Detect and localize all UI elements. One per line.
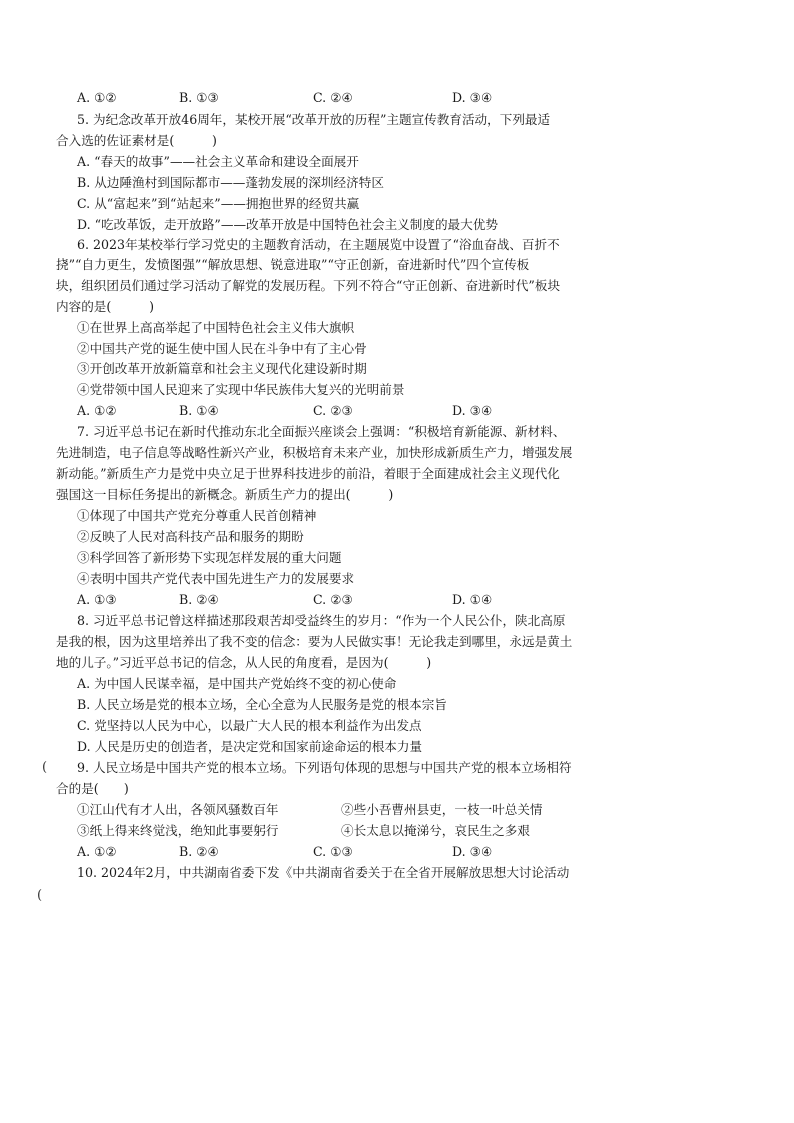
q5-choice-b[interactable]: B. 从边陲渔村到国际都市——蓬勃发展的深圳经济特区: [77, 175, 384, 190]
margin-mark: (: [37, 888, 43, 903]
q4-option-b[interactable]: B. ①③: [179, 90, 219, 105]
q9-stem-line-2: 合的是( ): [56, 781, 129, 796]
q4-option-a[interactable]: A. ①②: [77, 90, 117, 105]
q7-item-4: ④表明中国共产党代表中国先进生产力的发展要求: [77, 571, 355, 586]
q8-stem-line-1: 8. 习近平总书记曾这样描述那段艰苦却受益终生的岁月：“作为一个人民公仆，陕北高原: [77, 613, 566, 628]
q6-option-c[interactable]: C. ②③: [313, 403, 353, 418]
q7-option-d[interactable]: D. ①④: [452, 592, 493, 607]
q7-option-a[interactable]: A. ①③: [77, 592, 117, 607]
q9-option-c[interactable]: C. ①③: [313, 844, 353, 859]
q6-item-2: ②中国共产党的诞生使中国人民在斗争中有了主心骨: [77, 341, 367, 356]
q9-item-1: ①江山代有才人出，各领风骚数百年: [77, 802, 279, 817]
q7-stem-line-4: 强国这一目标任务提出的新概念。新质生产力的提出( ): [56, 487, 394, 502]
q7-stem-line-1: 7. 习近平总书记在新时代推动东北全面振兴座谈会上强调：“积极培育新能源、新材料、: [77, 424, 566, 439]
q6-stem-line-1: 6. 2023年某校举行学习党史的主题教育活动，在主题展览中设置了“浴血奋战、百折不: [77, 237, 560, 252]
q9-option-a[interactable]: A. ①②: [77, 844, 117, 859]
q9-stem-line-1: 9. 人民立场是中国共产党的根本立场。下列语句体现的思想与中国共产党的根本立场相符: [77, 760, 572, 775]
q4-option-c[interactable]: C. ②④: [313, 90, 353, 105]
q6-option-a[interactable]: A. ①②: [77, 403, 117, 418]
q9-option-b[interactable]: B. ②④: [179, 844, 219, 859]
q6-option-d[interactable]: D. ③④: [452, 403, 493, 418]
q8-choice-c[interactable]: C. 党坚持以人民为中心，以最广大人民的根本利益作为出发点: [77, 718, 422, 733]
q6-option-b[interactable]: B. ①④: [179, 403, 219, 418]
q7-stem-line-2: 先进制造，电子信息等战略性新兴产业，积极培育未来产业，加快形成新质生产力，增强发展: [56, 445, 573, 460]
q6-stem-line-2: 挠”“自力更生，发愤图强”“解放思想、锐意进取”“守正创新，奋进新时代”四个宣传板: [56, 257, 530, 272]
q7-item-2: ②反映了人民对高科技产品和服务的期盼: [77, 529, 304, 544]
q8-stem-line-3: 地的儿子。”习近平总书记的信念，从人民的角度看，是因为( ): [56, 655, 432, 670]
q7-item-1: ①体现了中国共产党充分尊重人民首创精神: [77, 508, 317, 523]
q9-item-3: ③纸上得来终觉浅，绝知此事要躬行: [77, 823, 279, 838]
q9-item-2: ②些小吾曹州县吏，一枝一叶总关情: [341, 802, 543, 817]
q6-item-3: ③开创改革开放新篇章和社会主义现代化建设新时期: [77, 361, 367, 376]
q5-choice-c[interactable]: C. 从“富起来”到“站起来”——拥抱世界的经贸共赢: [77, 196, 360, 211]
q7-item-3: ③科学回答了新形势下实现怎样发展的重大问题: [77, 550, 342, 565]
q6-item-4: ④党带领中国人民迎来了实现中华民族伟大复兴的光明前景: [77, 382, 405, 397]
q7-option-b[interactable]: B. ②④: [179, 592, 219, 607]
q4-option-d[interactable]: D. ③④: [452, 90, 493, 105]
q7-stem-line-3: 新动能。”新质生产力是党中央立足于世界科技进步的前沿，着眼于全面建成社会主义现代化: [56, 466, 560, 481]
margin-mark: (: [42, 760, 48, 775]
q6-item-1: ①在世界上高高举起了中国特色社会主义伟大旗帜: [77, 320, 355, 335]
q5-choice-d[interactable]: D. “吃改革饭，走开放路”——改革开放是中国特色社会主义制度的最大优势: [77, 217, 498, 232]
q8-choice-b[interactable]: B. 人民立场是党的根本立场，全心全意为人民服务是党的根本宗旨: [77, 697, 447, 712]
q7-option-c[interactable]: C. ②③: [313, 592, 353, 607]
q5-stem-line-2: 合入选的佐证素材是( ): [56, 133, 217, 148]
q5-choice-a[interactable]: A. “春天的故事”——社会主义革命和建设全面展开: [77, 154, 359, 169]
q8-choice-d[interactable]: D. 人民是历史的创造者，是决定党和国家前途命运的根本力量: [77, 739, 423, 754]
q6-stem-line-3: 块，组织团员们通过学习活动了解党的发展历程。下列不符合“守正创新、奋进新时代”板块: [56, 278, 561, 293]
q8-choice-a[interactable]: A. 为中国人民谋幸福，是中国共产党始终不变的初心使命: [77, 676, 397, 691]
q9-item-4: ④长太息以掩涕兮，哀民生之多艰: [341, 823, 530, 838]
q9-option-d[interactable]: D. ③④: [452, 844, 493, 859]
q5-stem-line-1: 5. 为纪念改革开放46周年，某校开展“改革开放的历程”主题宣传教育活动，下列最适: [77, 112, 551, 127]
q8-stem-line-2: 是我的根，因为这里培养出了我不变的信念：要为人民做实事！无论我走到哪里，永远是黄土: [56, 634, 573, 649]
q6-stem-line-4: 内容的是( ): [56, 299, 154, 314]
q10-stem-line-1: 10. 2024年2月，中共湖南省委下发《中共湖南省委关于在全省开展解放思想大讨论活动: [77, 865, 570, 880]
